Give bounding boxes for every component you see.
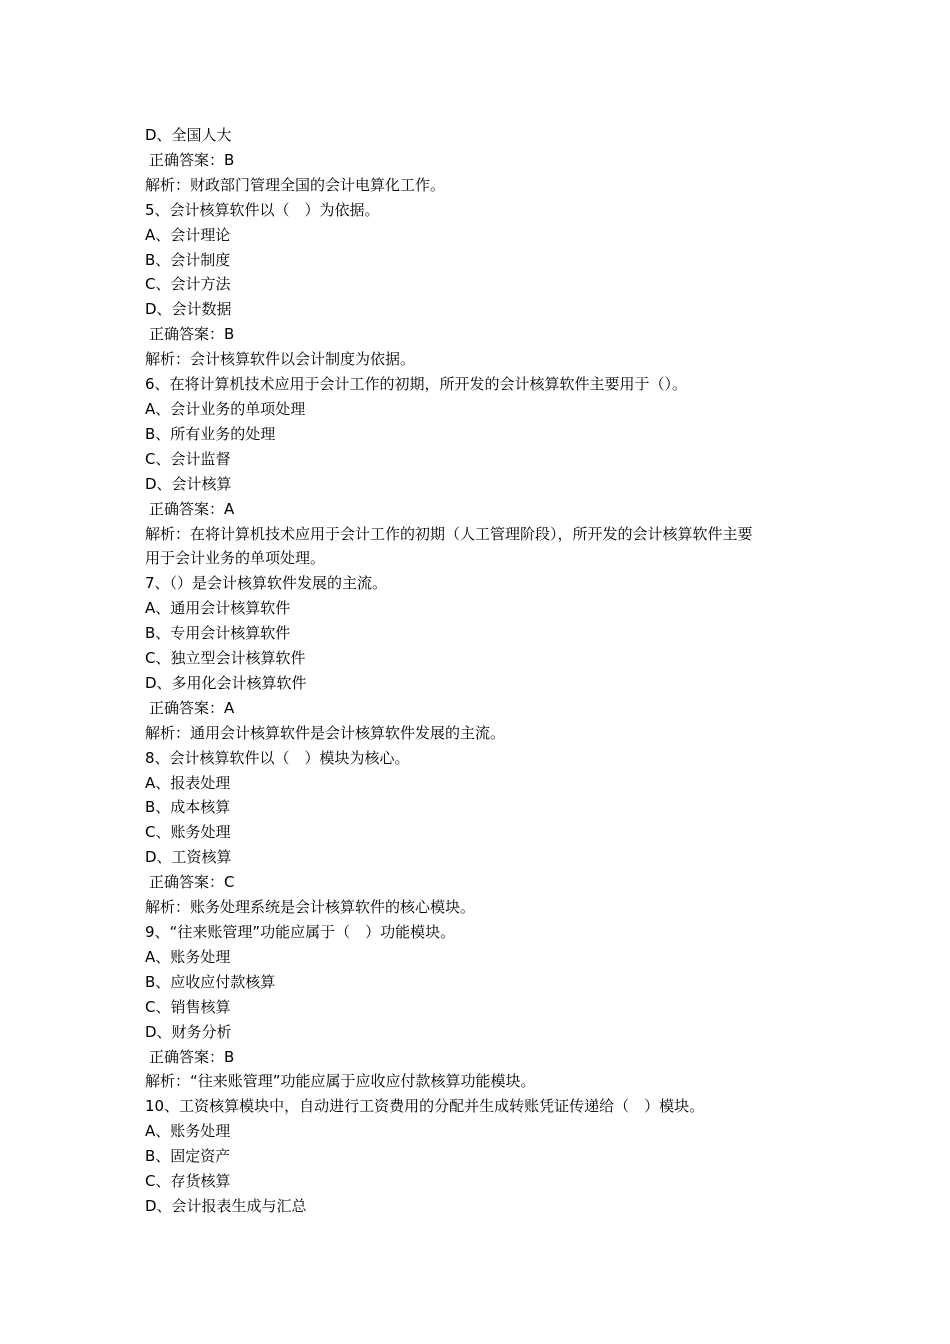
option-line: D、多用化会计核算软件 <box>145 673 307 692</box>
analysis-line: 解析：通用会计核算软件是会计核算软件发展的主流。 <box>145 723 506 742</box>
question-line: 8、会计核算软件以（ ）模块为核心。 <box>145 748 410 767</box>
option-line: B、固定资产 <box>145 1147 231 1166</box>
answer-line: 正确答案：A <box>149 499 235 518</box>
option-line: C、会计监督 <box>145 449 231 468</box>
option-line: D、全国人大 <box>145 126 232 144</box>
question-line: 6、在将计算机技术应用于会计工作的初期，所开发的会计核算软件主要用于（）。 <box>145 375 688 394</box>
option-line: D、会计数据 <box>145 300 232 319</box>
question-line: 7、（）是会计核算软件发展的主流。 <box>145 574 388 593</box>
analysis-line: 解析：账务处理系统是会计核算软件的核心模块。 <box>145 898 476 917</box>
document-body <box>145 123 825 1219</box>
option-line: A、会计业务的单项处理 <box>145 399 306 418</box>
option-line: C、会计方法 <box>145 275 231 294</box>
option-line: B、所有业务的处理 <box>145 424 276 443</box>
analysis-line: 用于会计业务的单项处理。 <box>145 549 326 568</box>
option-line: B、应收应付款核算 <box>145 972 276 991</box>
option-line: C、销售核算 <box>145 997 231 1016</box>
option-line: A、账务处理 <box>145 947 231 966</box>
option-line: C、独立型会计核算软件 <box>145 649 306 668</box>
answer-line: 正确答案：B <box>149 325 235 344</box>
option-line: B、会计制度 <box>145 250 231 269</box>
answer-line: 正确答案：B <box>149 150 235 169</box>
question-line: 9、“往来账管理”功能应属于（ ）功能模块。 <box>145 923 456 941</box>
option-line: A、账务处理 <box>145 1122 231 1141</box>
analysis-line: 解析：财政部门管理全国的会计电算化工作。 <box>145 175 446 194</box>
option-line: A、报表处理 <box>145 773 231 792</box>
answer-line: 正确答案：C <box>149 873 235 892</box>
question-line: 10、工资核算模块中，自动进行工资费用的分配并生成转账凭证传递给（ ）模块。 <box>145 1097 705 1116</box>
answer-line: 正确答案：A <box>149 698 235 717</box>
question-line: 5、会计核算软件以（ ）为依据。 <box>145 200 380 219</box>
option-line: B、成本核算 <box>145 798 231 817</box>
option-line: D、会计报表生成与汇总 <box>145 1196 307 1215</box>
analysis-line: 解析：在将计算机技术应用于会计工作的初期（人工管理阶段），所开发的会计核算软件主要 <box>145 524 753 543</box>
option-line: A、会计理论 <box>145 225 231 244</box>
option-line: C、账务处理 <box>145 823 231 842</box>
option-line: D、财务分析 <box>145 1022 232 1041</box>
option-line: D、会计核算 <box>145 474 232 493</box>
option-line: C、存货核算 <box>145 1172 231 1191</box>
option-line: D、工资核算 <box>145 848 232 867</box>
analysis-line: 解析：会计核算软件以会计制度为依据。 <box>145 350 416 369</box>
option-line: A、通用会计核算软件 <box>145 599 291 618</box>
option-line: B、专用会计核算软件 <box>145 624 291 643</box>
answer-line: 正确答案：B <box>149 1047 235 1066</box>
analysis-line: 解析：“往来账管理”功能应属于应收应付款核算功能模块。 <box>145 1072 536 1091</box>
